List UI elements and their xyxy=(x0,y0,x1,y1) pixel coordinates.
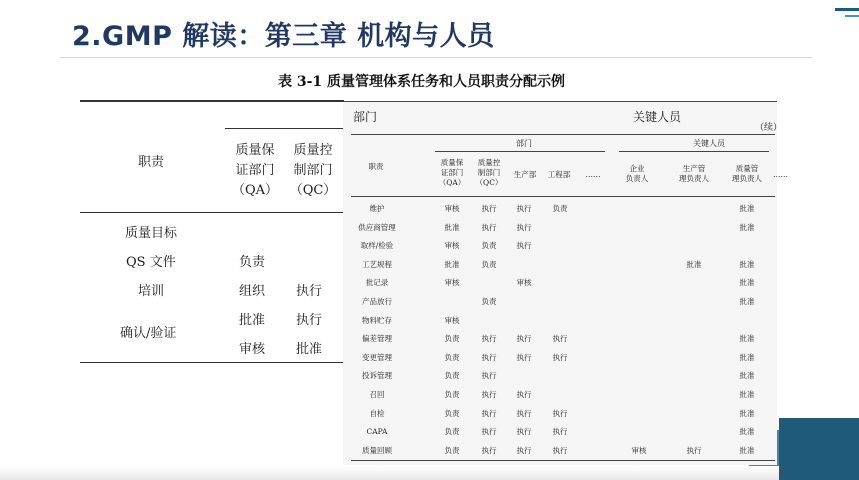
table-cell: 负责 xyxy=(481,241,497,251)
right-col-header: 生产部 xyxy=(513,170,537,179)
table-cell: 负责 xyxy=(481,259,497,269)
row-duty-cell: 自检 xyxy=(369,408,385,418)
right-col-header: 职责 xyxy=(368,162,384,171)
table-cell: 批准 xyxy=(739,204,755,213)
table-cell: 审核 xyxy=(444,278,460,288)
table-cell: 负责 xyxy=(481,297,497,306)
left-row-duty: 确认/验证 xyxy=(120,326,177,341)
right-table-bottom-rule xyxy=(351,460,775,461)
table-cell: 执行 xyxy=(481,204,497,213)
left-row-qa: 负责 xyxy=(239,255,266,270)
left-row-duty: QS 文件 xyxy=(126,255,176,270)
table-cell: 执行 xyxy=(552,334,568,344)
row-duty-cell: 召回 xyxy=(369,390,385,399)
right-col-header: 质量保 证部门 （QA） xyxy=(438,158,466,187)
table-row xyxy=(343,367,777,385)
table-cell: 批准 xyxy=(739,334,755,344)
bottom-shadow xyxy=(0,466,859,480)
row-duty-cell: 质量回顾 xyxy=(362,445,392,455)
right-sub-header-key-people: 关键人员 xyxy=(693,139,725,148)
right-col-header: …… xyxy=(773,170,788,179)
row-duty-cell: 供应商管理 xyxy=(358,222,396,232)
left-row-qa: 组织 xyxy=(239,284,266,299)
table-cell: 执行 xyxy=(481,427,497,437)
table-cell: 负责 xyxy=(444,390,460,399)
left-row-qc: 批准 xyxy=(296,342,323,357)
table-cell: 批准 xyxy=(686,259,702,269)
table-cell: 批准 xyxy=(739,445,755,455)
table-row xyxy=(343,256,777,274)
table-row xyxy=(343,423,777,441)
right-table-header-rule xyxy=(351,196,775,197)
table-cell: 执行 xyxy=(516,204,532,213)
row-duty-cell: 批记录 xyxy=(365,278,389,288)
table-cell: 执行 xyxy=(516,334,532,344)
corner-accent-shape xyxy=(779,418,859,480)
right-col-header: 生产管 理负责人 xyxy=(679,164,709,183)
table-cell: 批准 xyxy=(739,222,755,232)
table-row xyxy=(343,386,777,404)
title-divider xyxy=(60,57,812,58)
right-col-header: 质量管 理负责人 xyxy=(732,164,762,183)
table-cell: 审核 xyxy=(444,315,460,325)
table-cell: 执行 xyxy=(552,427,568,437)
left-table-header-rule xyxy=(80,212,344,213)
left-header-qc: 质量控 制部门 （QC） xyxy=(289,143,337,198)
left-row-duty: 培训 xyxy=(138,284,165,299)
table-row xyxy=(343,219,777,237)
table-cell: 批准 xyxy=(739,297,755,306)
right-table-top-rule xyxy=(351,134,775,135)
table-cell: 执行 xyxy=(481,408,497,418)
right-sub-header-dept: 部门 xyxy=(516,139,532,148)
table-cell: 批准 xyxy=(739,390,755,399)
left-row-qc: 执行 xyxy=(296,284,323,299)
table-cell: 执行 xyxy=(552,352,568,362)
left-table-bottom-rule xyxy=(80,362,344,363)
table-cell: 审核 xyxy=(444,204,460,213)
row-duty-cell: 物料贮存 xyxy=(362,315,392,325)
table-cell: 批准 xyxy=(739,352,755,362)
row-duty-cell: 产品放行 xyxy=(362,297,392,306)
row-duty-cell: 偏差管理 xyxy=(362,334,392,344)
table-cell: 审核 xyxy=(444,241,460,251)
table-cell: 负责 xyxy=(444,334,460,344)
table-cell: 批准 xyxy=(739,427,755,437)
table-row xyxy=(343,237,777,255)
table-caption: 表 3-1 质量管理体系任务和人员职责分配示例 xyxy=(278,74,566,90)
table-cell: 负责 xyxy=(444,371,460,381)
table-cell: 执行 xyxy=(516,222,532,232)
table-cell: 审核 xyxy=(631,445,647,455)
left-row-qa: 审核 xyxy=(239,342,266,357)
table-cell: 批准 xyxy=(739,278,755,288)
left-header-qa: 质量保 证部门 （QA） xyxy=(231,143,279,198)
right-col-header: 质量控 制部门 （QC） xyxy=(475,158,503,187)
table-cell: 审核 xyxy=(516,278,532,288)
table-cell: 执行 xyxy=(481,334,497,344)
right-dept-group-rule xyxy=(435,151,605,152)
table-cell: 批准 xyxy=(739,371,755,381)
left-row-qc: 执行 xyxy=(296,313,323,328)
corner-accent-bar-thin xyxy=(845,15,859,17)
right-top-header-dept: 部门 xyxy=(353,110,378,124)
table-cell: 执行 xyxy=(481,390,497,399)
table-cell: 执行 xyxy=(516,445,532,455)
table-cell: 执行 xyxy=(686,445,702,455)
table-cell: 执行 xyxy=(516,408,532,418)
row-duty-cell: CAPA xyxy=(366,427,388,437)
table-row xyxy=(343,349,777,367)
right-top-header-key-people: 关键人员 xyxy=(633,110,682,124)
table-row xyxy=(343,330,777,348)
row-duty-cell: 维护 xyxy=(369,204,385,213)
row-duty-cell: 变更管理 xyxy=(362,352,392,362)
right-col-header: 工程部 xyxy=(547,170,571,179)
table-cell: 负责 xyxy=(444,408,460,418)
table-cell: 执行 xyxy=(516,427,532,437)
row-duty-cell: 工艺规程 xyxy=(362,259,392,269)
left-row-duty: 质量目标 xyxy=(125,226,178,241)
table-cell: 批准 xyxy=(739,259,755,269)
table-row xyxy=(343,312,777,330)
table-row xyxy=(343,200,777,218)
table-cell: 执行 xyxy=(481,222,497,232)
left-table-top-rule xyxy=(80,100,344,102)
table-cell: 执行 xyxy=(516,352,532,362)
table-cell: 执行 xyxy=(552,408,568,418)
table-cell: 负责 xyxy=(552,204,568,213)
table-cell: 负责 xyxy=(444,352,460,362)
table-row xyxy=(343,274,777,292)
right-col-header: …… xyxy=(585,170,601,179)
table-cell: 执行 xyxy=(481,445,497,455)
table-cell: 负责 xyxy=(444,427,460,437)
table-cell: 执行 xyxy=(516,390,532,399)
table-row xyxy=(343,405,777,423)
row-duty-cell: 取样/检验 xyxy=(360,241,394,251)
left-row-qa: 批准 xyxy=(239,313,266,328)
table-row xyxy=(343,293,777,311)
right-col-header: 企业 负责人 xyxy=(625,164,649,183)
table-row xyxy=(343,442,777,460)
left-header-duty: 职责 xyxy=(138,155,165,170)
table-cell: 执行 xyxy=(481,371,497,381)
right-key-group-rule xyxy=(619,151,769,152)
corner-accent-bar xyxy=(835,8,859,11)
table-cell: 批准 xyxy=(739,408,755,418)
right-table xyxy=(343,101,788,465)
table-cell: 执行 xyxy=(552,445,568,455)
table-cell: 执行 xyxy=(516,241,532,251)
table-cell: 负责 xyxy=(444,445,460,455)
slide-title: 2.GMP 解读：第三章 机构与人员 xyxy=(72,21,495,52)
row-duty-cell: 投诉管理 xyxy=(362,371,392,381)
table-cell: 批准 xyxy=(444,259,460,269)
table-cell: 执行 xyxy=(481,352,497,362)
continued-label: （续） xyxy=(755,123,783,133)
table-cell: 批准 xyxy=(444,222,460,232)
left-table-group-rule xyxy=(225,128,344,129)
